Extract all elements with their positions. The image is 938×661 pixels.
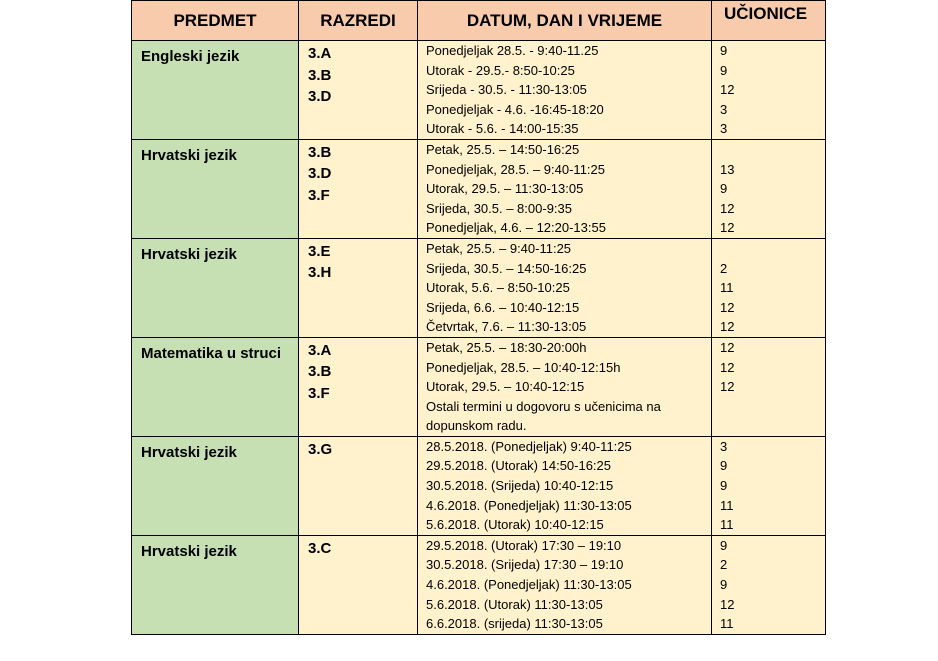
datetime-line: Ponedjeljak - 4.6. -16:45-18:20 <box>426 101 604 117</box>
datetime-line: 30.5.2018. (Srijeda) 17:30 – 19:10 <box>426 557 624 573</box>
room-number <box>720 140 825 160</box>
grades-cell <box>299 41 418 140</box>
datetime-line: Srijeda, 30.5. – 8:00-9:35 <box>426 200 572 216</box>
room-number: 13 <box>720 161 735 177</box>
header-datetime: DATUM, DAN I VRIJEME <box>418 1 712 41</box>
grade-label: 3.A <box>308 45 332 62</box>
rooms-cell <box>712 238 826 337</box>
room-number <box>720 416 825 436</box>
grade-label: 3.D <box>308 88 332 105</box>
datetime-cell <box>418 436 712 535</box>
rooms-cell <box>712 436 826 535</box>
datetime-line: Petak, 25.5. – 9:40-11:25 <box>426 240 572 256</box>
room-number: 12 <box>720 299 735 315</box>
table-row <box>132 436 826 535</box>
subject-cell: Hrvatski jezik <box>132 238 299 337</box>
table-row <box>132 535 826 634</box>
room-number: 2 <box>720 260 728 276</box>
room-number: 9 <box>720 458 728 474</box>
datetime-line: Ponedjeljak, 28.5. – 10:40-12:15h <box>426 359 621 375</box>
datetime-cell <box>418 337 712 436</box>
grade-label: 3.F <box>308 186 330 204</box>
datetime-line: 6.6.2018. (srijeda) 11:30-13:05 <box>426 616 603 632</box>
room-number: 12 <box>720 339 735 355</box>
room-number: 12 <box>720 379 735 395</box>
table-row <box>132 337 826 436</box>
grade-label: 3.F <box>308 384 330 402</box>
subject-cell: Engleski jezik <box>132 41 299 140</box>
datetime-line: Utorak, 29.5. – 11:30-13:05 <box>426 181 584 197</box>
rooms-cell <box>712 41 826 140</box>
datetime-line: 4.6.2018. (Ponedjeljak) 11:30-13:05 <box>426 577 632 593</box>
exam-schedule-table <box>131 0 826 635</box>
datetime-line: Srijeda, 30.5. – 14:50-16:25 <box>426 260 587 276</box>
grade-label: 3.H <box>308 264 332 282</box>
datetime-line: Utorak - 29.5.- 8:50-10:25 <box>426 62 575 78</box>
header-row <box>132 1 826 41</box>
subject-cell: Hrvatski jezik <box>132 139 299 238</box>
table-row <box>132 139 826 238</box>
grade-label: 3.A <box>308 341 332 359</box>
room-number: 12 <box>720 359 735 375</box>
datetime-cell <box>418 139 712 238</box>
rooms-cell <box>712 337 826 436</box>
grades-cell <box>299 139 418 238</box>
datetime-line: 4.6.2018. (Ponedjeljak) 11:30-13:05 <box>426 497 632 513</box>
room-number: 2 <box>720 557 728 573</box>
datetime-line: Srijeda, 6.6. – 10:40-12:15 <box>426 299 580 315</box>
datetime-line: Ponedjeljak, 4.6. – 12:20-13:55 <box>426 220 606 236</box>
datetime-line: Petak, 25.5. – 18:30-20:00h <box>426 339 587 355</box>
subject-cell: Matematika u struci <box>132 337 299 436</box>
table-row <box>132 41 826 140</box>
grades-cell <box>299 238 418 337</box>
room-number <box>720 239 825 259</box>
room-number: 11 <box>720 280 734 296</box>
room-number: 12 <box>720 200 735 216</box>
room-number: 9 <box>720 577 728 593</box>
room-number: 12 <box>720 220 735 236</box>
datetime-line: 29.5.2018. (Utorak) 17:30 – 19:10 <box>426 537 622 553</box>
grade-label: 3.B <box>308 143 332 161</box>
datetime-line: 5.6.2018. (Utorak) 11:30-13:05 <box>426 596 603 612</box>
rooms-cell <box>712 535 826 634</box>
grade-label: 3.G <box>308 440 333 458</box>
room-number: 3 <box>720 121 728 137</box>
datetime-cell <box>418 41 712 140</box>
subject-cell: Hrvatski jezik <box>132 535 299 634</box>
grade-label: 3.D <box>308 165 332 183</box>
datetime-line: Utorak, 29.5. – 10:40-12:15 <box>426 379 585 395</box>
datetime-cell <box>418 535 712 634</box>
datetime-line: Utorak - 5.6. - 14:00-15:35 <box>426 121 579 137</box>
room-number: 9 <box>720 62 728 78</box>
grades-cell <box>299 337 418 436</box>
datetime-line: Ponedjeljak, 28.5. – 9:40-11:25 <box>426 161 606 177</box>
rooms-cell <box>712 139 826 238</box>
datetime-line: 5.6.2018. (Utorak) 10:40-12:15 <box>426 517 604 533</box>
subject-cell: Hrvatski jezik <box>132 436 299 535</box>
grades-cell <box>299 535 418 634</box>
room-number: 9 <box>720 537 728 553</box>
room-number: 12 <box>720 82 735 98</box>
room-number: 11 <box>720 517 734 533</box>
table-row <box>132 238 826 337</box>
room-number: 12 <box>720 596 735 612</box>
datetime-line: Ostali termini u dogovoru s učenicima na <box>426 398 661 414</box>
grade-label: 3.B <box>308 66 332 84</box>
room-number: 3 <box>720 101 728 117</box>
room-number: 9 <box>720 43 728 58</box>
header-rooms: UČIONICE <box>712 1 826 41</box>
datetime-line: Srijeda - 30.5. - 11:30-13:05 <box>426 82 587 98</box>
datetime-cell <box>418 238 712 337</box>
room-number: 9 <box>720 181 728 197</box>
room-number: 11 <box>720 616 734 632</box>
datetime-line: 29.5.2018. (Utorak) 14:50-16:25 <box>426 458 612 474</box>
header-grades: RAZREDI <box>299 1 418 41</box>
datetime-line: Utorak, 5.6. – 8:50-10:25 <box>426 280 570 296</box>
datetime-line: Ponedjeljak 28.5. - 9:40-11.25 <box>426 43 599 58</box>
datetime-line: 30.5.2018. (Srijeda) 10:40-12:15 <box>426 478 614 494</box>
grade-label: 3.E <box>308 242 331 260</box>
room-number: 9 <box>720 478 728 494</box>
datetime-line: Četvrtak, 7.6. – 11:30-13:05 <box>426 319 587 335</box>
datetime-line: Petak, 25.5. – 14:50-16:25 <box>426 141 580 157</box>
datetime-line: dopunskom radu. <box>426 418 527 434</box>
grades-cell <box>299 436 418 535</box>
room-number <box>720 397 825 417</box>
room-number: 11 <box>720 497 734 513</box>
header-subject: PREDMET <box>132 1 299 41</box>
grade-label: 3.C <box>308 539 332 557</box>
grade-label: 3.B <box>308 363 332 381</box>
room-number: 3 <box>720 438 728 454</box>
room-number: 12 <box>720 319 735 335</box>
datetime-line: 28.5.2018. (Ponedjeljak) 9:40-11:25 <box>426 438 632 454</box>
